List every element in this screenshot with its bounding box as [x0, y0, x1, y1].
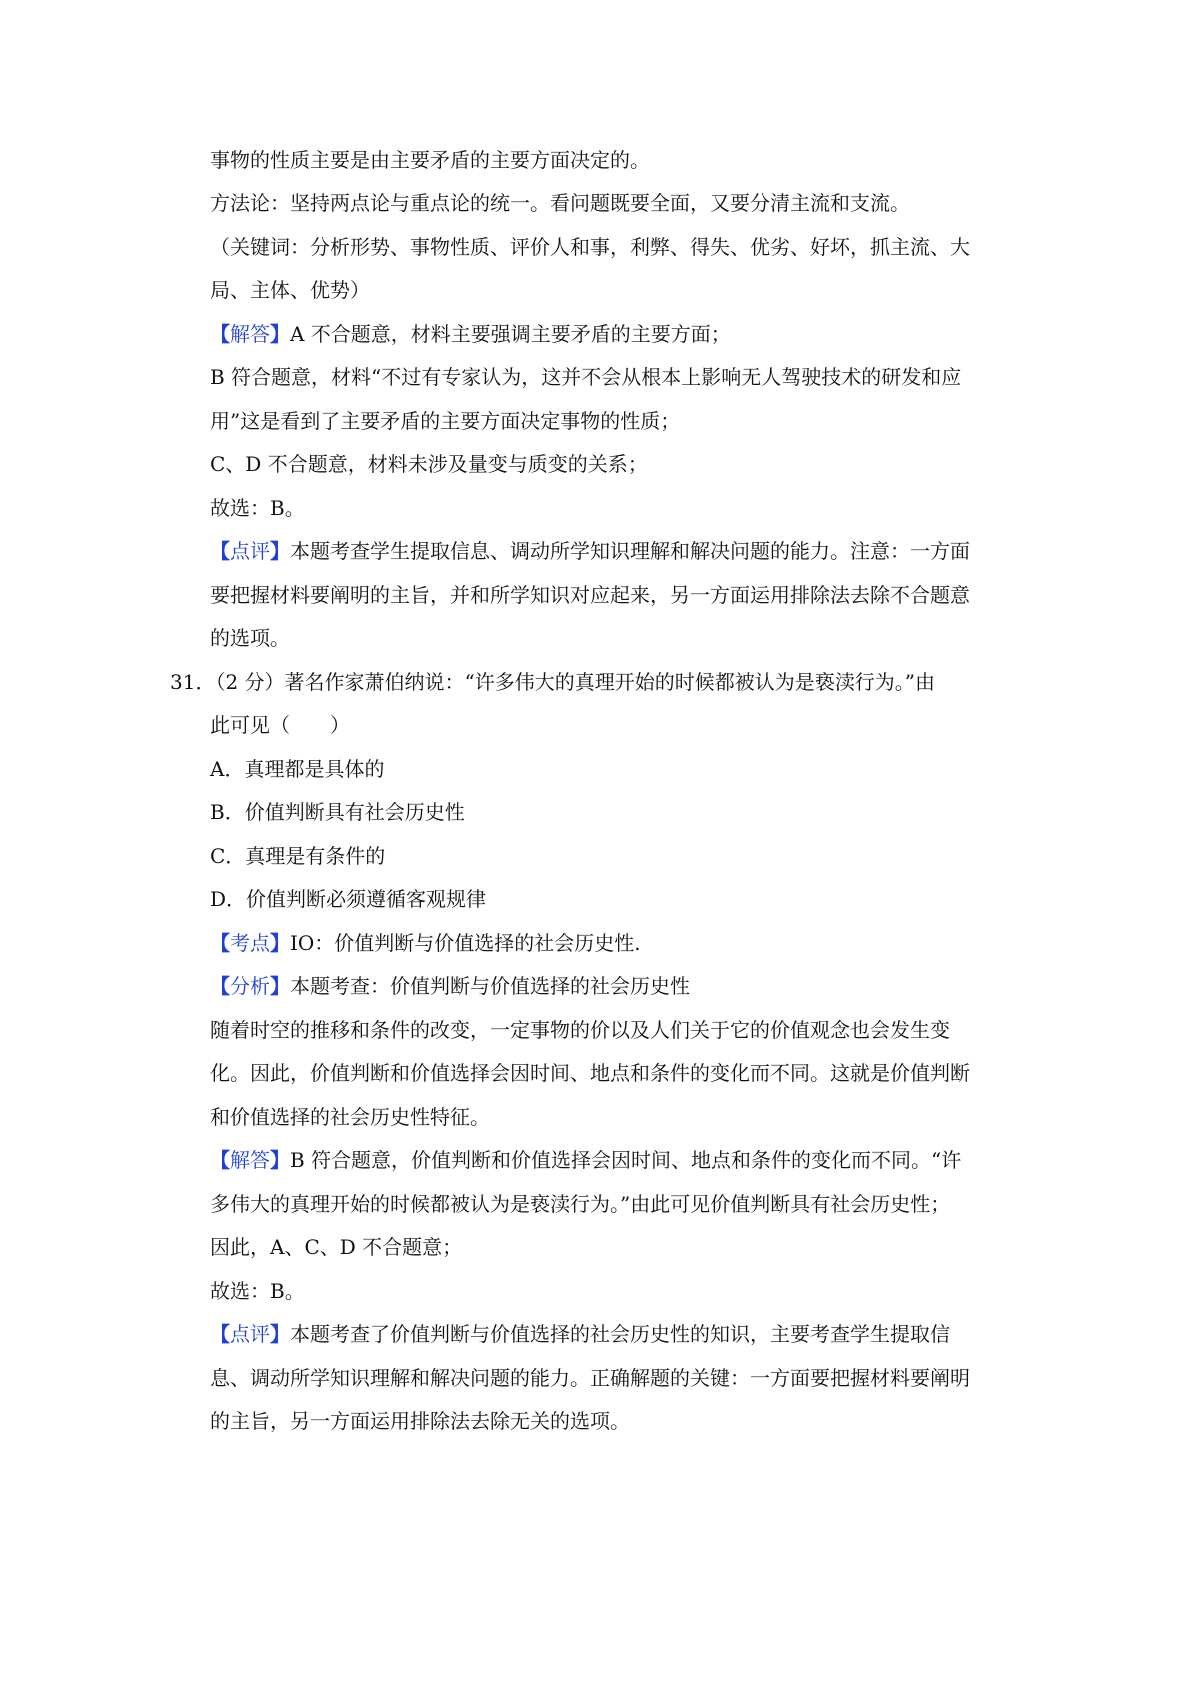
- fenxi-line: 【分析】本题考查：价值判断与价值选择的社会历史性: [210, 974, 690, 998]
- answer-tag: 【解答】: [210, 322, 290, 346]
- comment-tag: 【点评】: [210, 1322, 290, 1346]
- text-line: C、D 不合题意，材料未涉及量变与质变的关系；: [210, 452, 648, 476]
- text-line: 故选：B。: [210, 1279, 305, 1303]
- text-line: 多伟大的真理开始的时候都被认为是亵渎行为。”由此可见价值判断具有社会历史性；: [210, 1192, 951, 1216]
- comment-tag: 【点评】: [210, 539, 290, 563]
- text-line: 故选：B。: [210, 496, 305, 520]
- option-a: A．真理都是具体的: [210, 757, 385, 781]
- text-line: 方法论：坚持两点论与重点论的统一。看问题既要全面，又要分清主流和支流。: [210, 191, 910, 215]
- text-line: 化。因此，价值判断和价值选择会因时间、地点和条件的变化而不同。这就是价值判断: [210, 1061, 970, 1085]
- question-stem: 此可见（ ）: [210, 713, 350, 737]
- comment-line: 【点评】本题考查学生提取信息、调动所学知识理解和解决问题的能力。注意：一方面: [210, 539, 970, 563]
- text-line: （关键词：分析形势、事物性质、评价人和事，利弊、得失、优劣、好坏，抓主流、大: [210, 235, 970, 259]
- text-line: 局、主体、优势）: [210, 278, 370, 302]
- option-c: C．真理是有条件的: [210, 844, 386, 868]
- text-line: B 符合题意，材料“不过有专家认为，这并不会从根本上影响无人驾驶技术的研发和应: [210, 365, 962, 389]
- text-line: 和价值选择的社会历史性特征。: [210, 1105, 490, 1129]
- text-line: 的选项。: [210, 626, 290, 650]
- option-d: D．价值判断必须遵循客观规律: [210, 887, 487, 911]
- text-line: 要把握材料要阐明的主旨，并和所学知识对应起来，另一方面运用排除法去除不合题意: [210, 583, 970, 607]
- text-line: 息、调动所学知识理解和解决问题的能力。正确解题的关键：一方面要把握材料要阐明: [210, 1366, 970, 1390]
- question-stem: 31．（2 分）著名作家萧伯纳说：“许多伟大的真理开始的时候都被认为是亵渎行为。”由: [170, 670, 935, 694]
- comment-line: 【点评】本题考查了价值判断与价值选择的社会历史性的知识，主要考查学生提取信: [210, 1322, 950, 1346]
- text-line: 随着时空的推移和条件的改变，一定事物的价以及人们关于它的价值观念也会发生变: [210, 1018, 950, 1042]
- text-line: 用”这是看到了主要矛盾的主要方面决定事物的性质；: [210, 409, 681, 433]
- answer-line: 【解答】B 符合题意，价值判断和价值选择会因时间、地点和条件的变化而不同。“许: [210, 1148, 962, 1172]
- fenxi-tag: 【分析】: [210, 974, 290, 998]
- text-line: 的主旨，另一方面运用排除法去除无关的选项。: [210, 1409, 630, 1433]
- kaodian-tag: 【考点】: [210, 931, 290, 955]
- answer-line: 【解答】A 不合题意，材料主要强调主要矛盾的主要方面；: [210, 322, 731, 346]
- text-line: 因此，A、C、D 不合题意；: [210, 1235, 463, 1259]
- text-line: 事物的性质主要是由主要矛盾的主要方面决定的。: [210, 148, 650, 172]
- kaodian-line: 【考点】IO：价值判断与价值选择的社会历史性.: [210, 931, 641, 955]
- option-b: B．价值判断具有社会历史性: [210, 800, 465, 824]
- answer-tag: 【解答】: [210, 1148, 290, 1172]
